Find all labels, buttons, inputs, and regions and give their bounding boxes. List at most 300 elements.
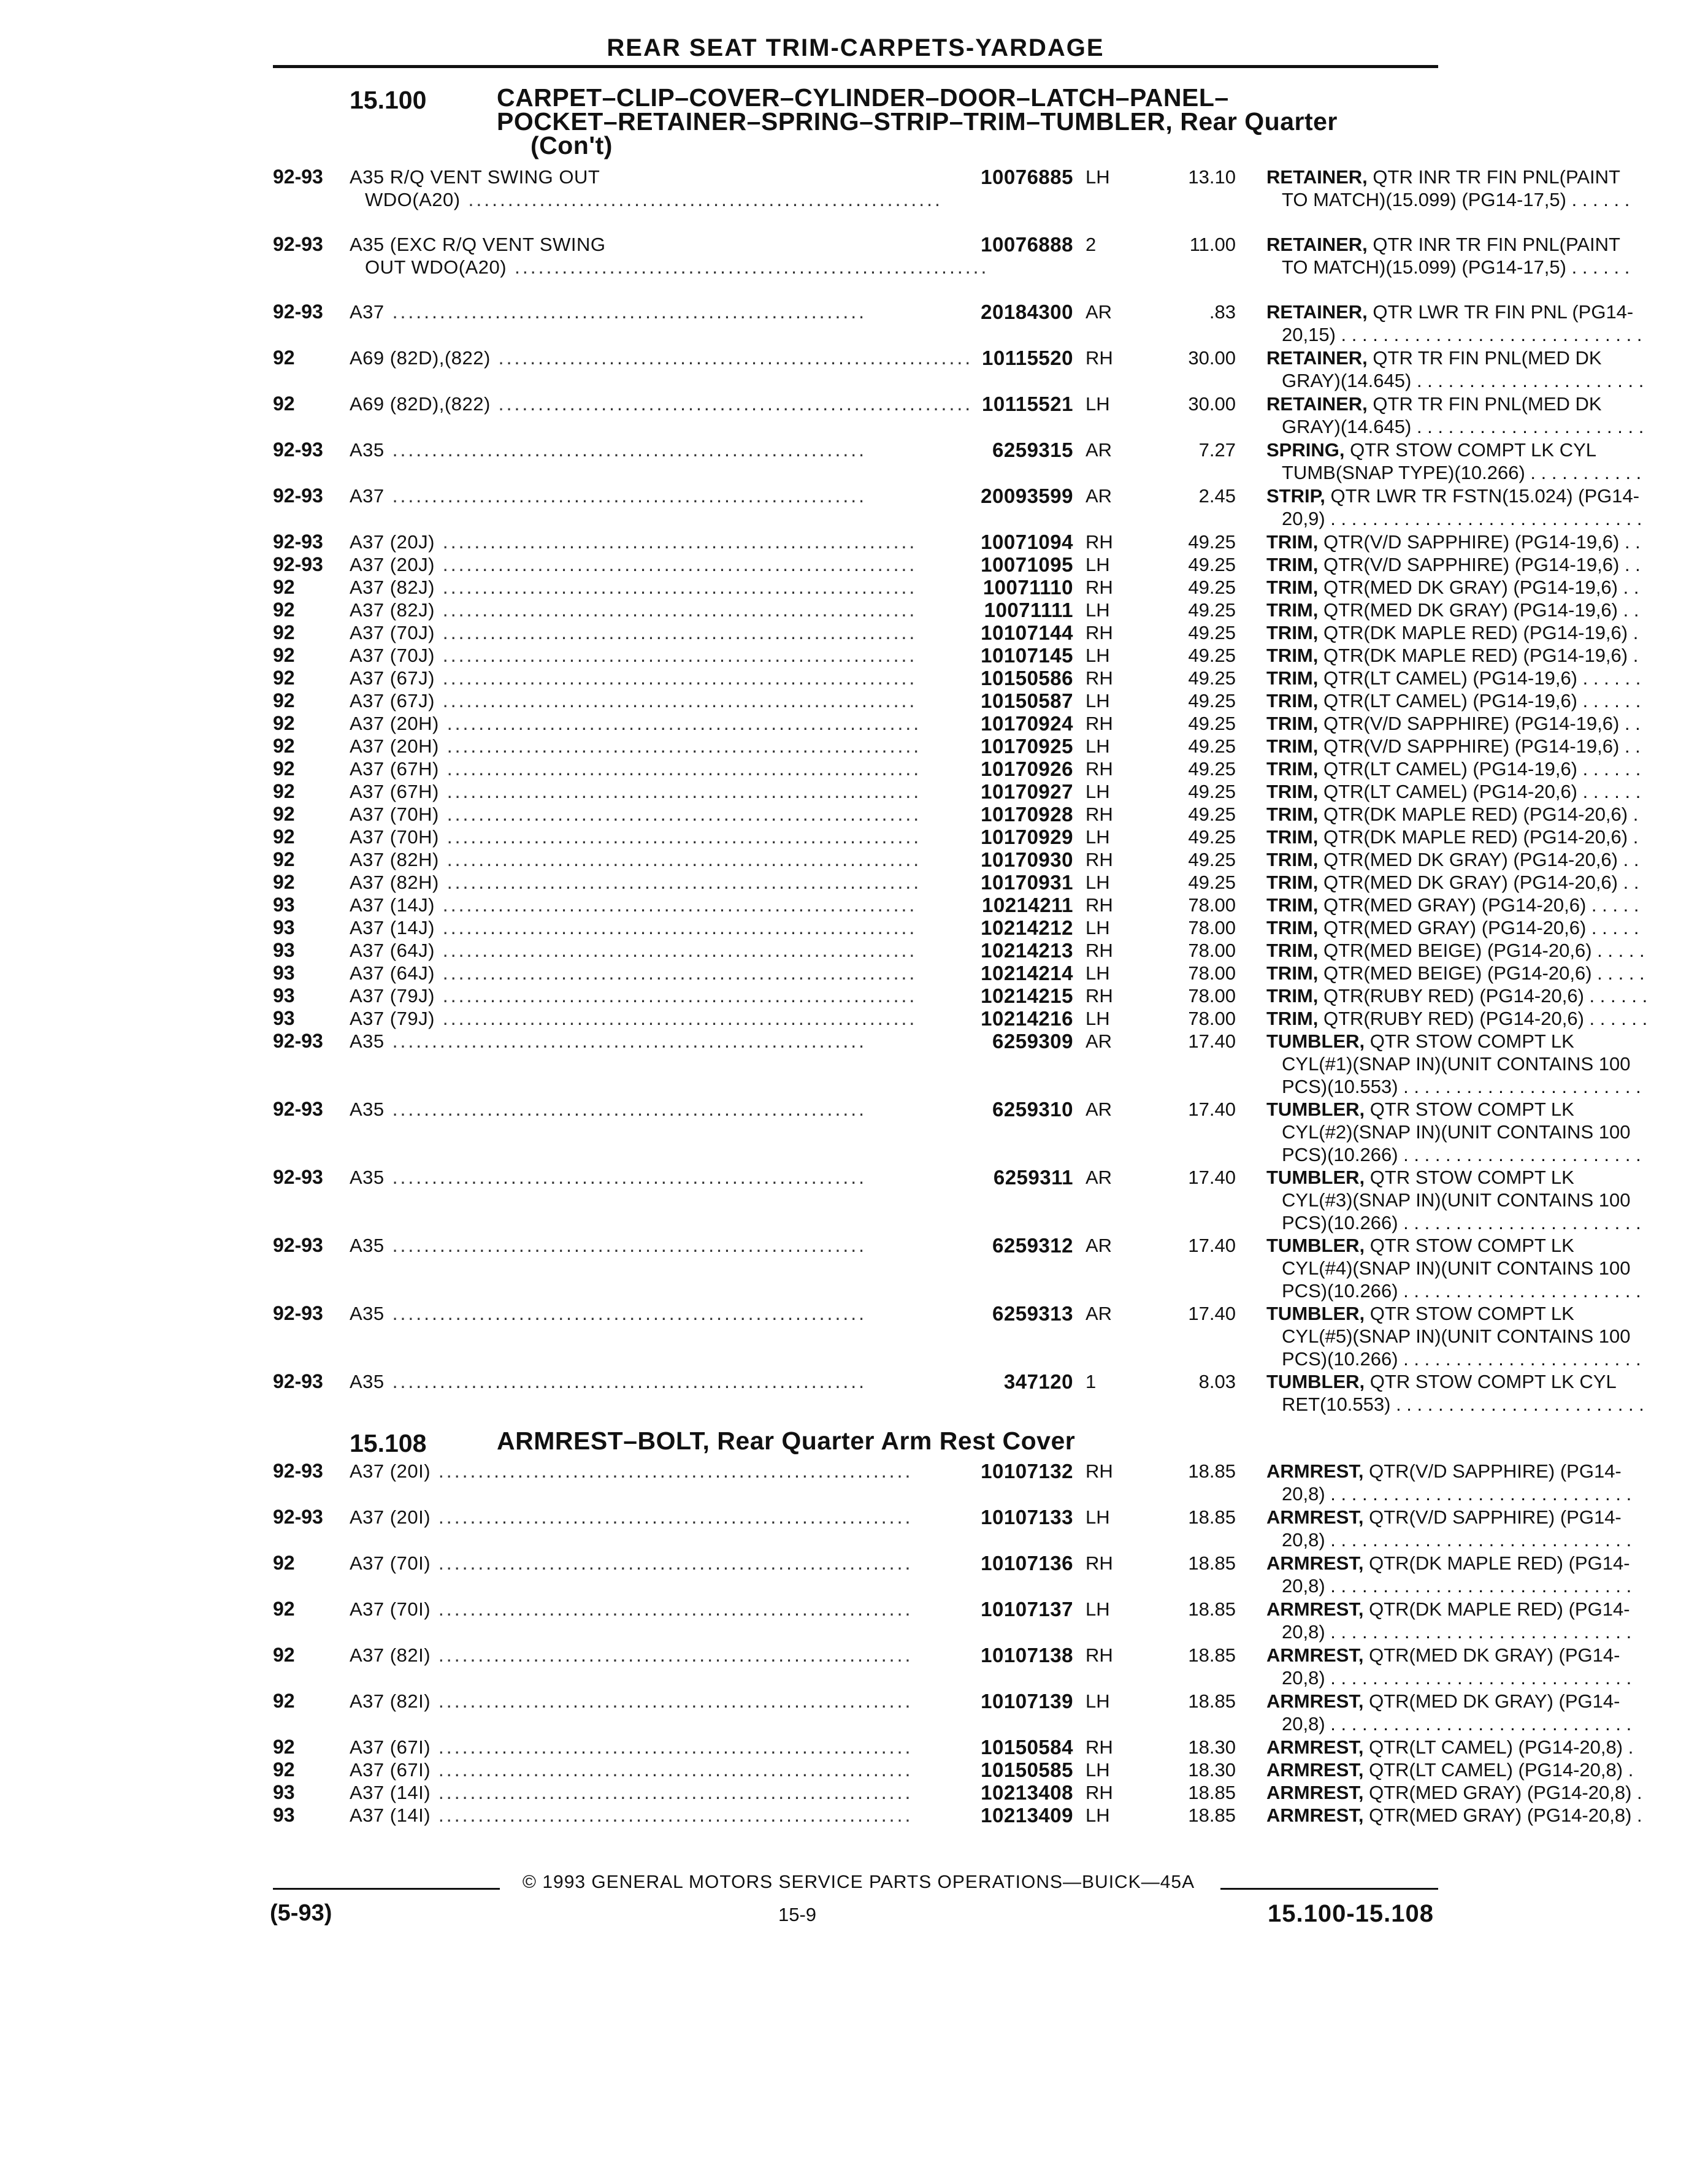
part-number: 347120	[1003, 1370, 1073, 1393]
leader-dots: ............................................................	[431, 1552, 913, 1574]
leader-dots: ............................................................	[434, 531, 917, 553]
price: 49.25	[1188, 622, 1236, 643]
description	[1266, 1302, 1708, 1370]
model-text: A37 (20I)	[350, 1460, 431, 1482]
table-row	[273, 166, 1630, 210]
description-line	[1266, 1528, 1708, 1551]
leader-dots: ............................................................	[438, 735, 922, 757]
part-name: TRIM,	[1266, 894, 1319, 916]
description	[1266, 1804, 1708, 1827]
description-text: QTR(LT CAMEL) (PG14-20,6) . . . . . .	[1323, 781, 1641, 802]
table-row	[273, 531, 1641, 553]
table-row	[273, 803, 1639, 826]
model-year: 92-93	[273, 531, 323, 553]
model-year: 93	[273, 962, 295, 984]
leader-dots: ............................................................	[434, 916, 917, 938]
description	[1266, 621, 1708, 644]
part-number: 10107139	[981, 1690, 1073, 1712]
footer-rule-left	[273, 1888, 500, 1890]
description-text: QTR INR TR FIN PNL(PAINT	[1373, 166, 1620, 188]
part-name: TRIM,	[1266, 577, 1319, 598]
description	[1266, 1007, 1708, 1030]
description-line	[1266, 1644, 1708, 1666]
description	[1266, 644, 1708, 667]
footer-rule-right	[1220, 1888, 1438, 1890]
part-number: 10107136	[981, 1552, 1073, 1574]
part-number: 10170930	[981, 848, 1073, 871]
part-number: 10214213	[981, 939, 1073, 962]
description-text: QTR(MED DK GRAY) (PG14-	[1369, 1644, 1620, 1666]
description-text: QTR(MED DK GRAY) (PG14-19,6) . .	[1323, 577, 1639, 598]
leader-dots: ............................................................	[384, 1302, 867, 1324]
model-year: 92	[273, 826, 295, 848]
quantity: LH	[1086, 826, 1110, 848]
section-title-line: POCKET–RETAINER–SPRING–STRIP–TRIM–TUMBLER, Rear Quarter	[497, 107, 1338, 136]
table-row	[273, 1460, 1632, 1505]
model-year: 92	[273, 576, 295, 598]
quantity: RH	[1086, 803, 1113, 825]
table-row	[273, 1598, 1632, 1643]
model-text: A37 (67J)	[350, 690, 435, 711]
table-row	[273, 1166, 1641, 1233]
leader-dots: ............................................................	[434, 894, 917, 916]
quantity: LH	[1086, 599, 1110, 621]
part-number: 20093599	[981, 485, 1073, 507]
model-year: 92-93	[273, 1506, 323, 1528]
model-text: A37 (67H)	[350, 758, 439, 780]
description-line	[1266, 1211, 1708, 1234]
price: 18.85	[1188, 1506, 1236, 1528]
description	[1266, 1234, 1708, 1302]
description-line	[1266, 301, 1708, 323]
price: 49.25	[1188, 803, 1236, 825]
part-number: 6259312	[992, 1234, 1073, 1257]
part-name: RETAINER,	[1266, 301, 1368, 323]
description-text: QTR LWR TR FIN PNL (PG14-	[1373, 301, 1634, 323]
description-text: QTR STOW COMPT LK	[1369, 1167, 1574, 1188]
price: 49.25	[1188, 781, 1236, 802]
quantity: RH	[1086, 1552, 1113, 1574]
model-year: 92	[273, 644, 295, 666]
part-number: 10214211	[981, 894, 1073, 916]
model-text: A37 (70J)	[350, 622, 435, 643]
description-text: QTR(LT CAMEL) (PG14-19,6) . . . . . .	[1323, 667, 1641, 689]
leader-dots: ............................................................	[434, 644, 917, 666]
footer-page-number: 15-9	[778, 1904, 817, 1925]
price: 78.00	[1188, 894, 1236, 916]
model-text: OUT WDO(A20)	[365, 256, 507, 278]
model-year: 92-93	[273, 553, 323, 575]
description-line	[1266, 916, 1708, 939]
description-line	[1266, 1482, 1708, 1505]
model-year: 92	[273, 871, 295, 893]
part-name: TRIM,	[1266, 667, 1319, 689]
part-name: TRIM,	[1266, 735, 1319, 757]
part-name: TRIM,	[1266, 803, 1319, 825]
price: 49.25	[1188, 531, 1236, 553]
model-text: A35 (EXC R/Q VENT SWING	[350, 234, 606, 255]
table-row	[273, 1690, 1632, 1735]
description-text: QTR(MED BEIGE) (PG14-20,6) . . . . .	[1323, 962, 1645, 984]
description-line	[1266, 369, 1708, 392]
model-text: A35 R/Q VENT SWING OUT	[350, 166, 600, 188]
description-line	[1266, 1370, 1708, 1393]
quantity: RH	[1086, 985, 1113, 1007]
model-text: A35	[350, 439, 385, 461]
price: 18.85	[1188, 1598, 1236, 1620]
quantity: RH	[1086, 347, 1113, 369]
model-year: 92-93	[273, 1030, 323, 1052]
description	[1266, 1644, 1708, 1689]
description	[1266, 1690, 1708, 1735]
description-line	[1266, 188, 1708, 211]
part-name: STRIP,	[1266, 485, 1325, 507]
model-year: 92	[273, 689, 295, 711]
description	[1266, 735, 1708, 757]
model-text: A37 (20J)	[350, 554, 435, 575]
model-year: 93	[273, 984, 295, 1007]
leader-dots: ............................................................	[384, 301, 867, 323]
part-name: TUMBLER,	[1266, 1235, 1365, 1256]
quantity: RH	[1086, 713, 1113, 734]
description-line	[1266, 347, 1708, 369]
table-row	[273, 1007, 1648, 1030]
part-name: TRIM,	[1266, 985, 1319, 1007]
description-line	[1266, 1234, 1708, 1257]
description-line	[1266, 1690, 1708, 1712]
description	[1266, 553, 1708, 576]
description-line	[1266, 576, 1708, 599]
description	[1266, 233, 1708, 278]
description-text: 20,8) . . . . . . . . . . . . . . . . . . . . . . . . . . . . .	[1282, 1575, 1632, 1597]
leader-dots: ............................................................	[490, 393, 973, 415]
price: 17.40	[1188, 1030, 1236, 1052]
description-text: PCS)(10.266) . . . . . . . . . . . . . . . . . . . . . . .	[1282, 1280, 1641, 1302]
description-text: GRAY)(14.645) . . . . . . . . . . . . . . . . . . . . . .	[1282, 416, 1644, 437]
description-line	[1266, 1552, 1708, 1574]
section-title	[497, 83, 1453, 159]
description-text: PCS)(10.553) . . . . . . . . . . . . . . . . . . . . . . .	[1282, 1076, 1641, 1097]
table-row	[273, 347, 1644, 391]
quantity: AR	[1086, 301, 1112, 323]
table-row	[273, 1781, 1642, 1804]
description	[1266, 962, 1708, 984]
price: 30.00	[1188, 393, 1236, 415]
part-number: 10150587	[981, 689, 1073, 712]
leader-dots: ............................................................	[384, 1166, 867, 1188]
part-number: 10150585	[981, 1758, 1073, 1781]
description-line	[1266, 166, 1708, 188]
model-year: 92	[273, 1644, 295, 1666]
description-text: QTR(DK MAPLE RED) (PG14-19,6) .	[1323, 645, 1639, 666]
model-text: A37 (70H)	[350, 826, 439, 848]
leader-dots: ............................................................	[384, 485, 867, 507]
model-year: 93	[273, 1781, 295, 1803]
description-line	[1266, 439, 1708, 461]
model-year: 92-93	[273, 1302, 323, 1324]
description	[1266, 667, 1708, 689]
leader-dots: ............................................................	[384, 1234, 867, 1256]
leader-dots: ............................................................	[490, 347, 973, 369]
leader-dots: ............................................................	[438, 803, 922, 825]
quantity: RH	[1086, 758, 1113, 780]
description-text: QTR(MED DK GRAY) (PG14-20,6) . .	[1323, 849, 1639, 870]
price: 8.03	[1198, 1371, 1236, 1392]
description-line	[1266, 1574, 1708, 1597]
description-line	[1266, 531, 1708, 553]
model-year: 92	[273, 667, 295, 689]
description	[1266, 1758, 1708, 1781]
table-row	[273, 301, 1642, 345]
table-row	[273, 576, 1639, 599]
description-line	[1266, 962, 1708, 984]
quantity: RH	[1086, 1736, 1113, 1758]
description-line	[1266, 323, 1708, 346]
part-name: ARMREST,	[1266, 1460, 1364, 1482]
description-line	[1266, 1325, 1708, 1348]
table-row	[273, 1098, 1641, 1165]
description-line	[1266, 1460, 1708, 1482]
model-text: WDO(A20)	[365, 189, 461, 210]
description-text: QTR(MED GRAY) (PG14-20,6) . . . . .	[1323, 894, 1639, 916]
price: 17.40	[1188, 1303, 1236, 1324]
description-text: PCS)(10.266) . . . . . . . . . . . . . . . . . . . . . . .	[1282, 1144, 1641, 1165]
description	[1266, 689, 1708, 712]
description	[1266, 576, 1708, 599]
model-year: 92-93	[273, 1460, 323, 1482]
quantity: LH	[1086, 1008, 1110, 1029]
part-name: RETAINER,	[1266, 347, 1368, 369]
description-line	[1266, 507, 1708, 530]
description	[1266, 1598, 1708, 1643]
description-text: QTR(DK MAPLE RED) (PG14-	[1369, 1552, 1630, 1574]
description-text: QTR INR TR FIN PNL(PAINT	[1373, 234, 1620, 255]
description-text: QTR(LT CAMEL) (PG14-20,8) .	[1369, 1759, 1634, 1781]
part-name: TUMBLER,	[1266, 1167, 1365, 1188]
table-row	[273, 1370, 1644, 1415]
part-number: 10115521	[981, 393, 1073, 415]
part-name: TRIM,	[1266, 599, 1319, 621]
table-row	[273, 735, 1641, 757]
description-line	[1266, 621, 1708, 644]
part-name: TUMBLER,	[1266, 1030, 1365, 1052]
description-text: TO MATCH)(15.099) (PG14-17,5) . . . . . .	[1282, 189, 1630, 210]
description-text: QTR STOW COMPT LK	[1369, 1030, 1574, 1052]
model-year: 93	[273, 1804, 295, 1826]
description-text: QTR(V/D SAPPHIRE) (PG14-19,6) . .	[1323, 554, 1641, 575]
description-line	[1266, 1758, 1708, 1781]
description-text: QTR(LT CAMEL) (PG14-20,8) .	[1369, 1736, 1634, 1758]
description-text: 20,15) . . . . . . . . . . . . . . . . . . . . . . . . . . . . .	[1282, 324, 1642, 345]
part-number: 10071094	[981, 531, 1073, 553]
price: 78.00	[1188, 917, 1236, 938]
description-line	[1266, 1121, 1708, 1143]
price: 49.25	[1188, 645, 1236, 666]
model-year: 92-93	[273, 1098, 323, 1120]
part-name: TRIM,	[1266, 781, 1319, 802]
quantity: LH	[1086, 1598, 1110, 1620]
model-year: 92-93	[273, 485, 323, 507]
description-text: 20,8) . . . . . . . . . . . . . . . . . . . . . . . . . . . . .	[1282, 1667, 1632, 1689]
leader-dots: ............................................................	[434, 599, 917, 621]
part-number: 10150586	[981, 667, 1073, 689]
part-name: RETAINER,	[1266, 234, 1368, 255]
price: 78.00	[1188, 1008, 1236, 1029]
description-line	[1266, 803, 1708, 826]
part-name: TRIM,	[1266, 554, 1319, 575]
table-row	[273, 233, 1630, 278]
quantity: LH	[1086, 1690, 1110, 1712]
quantity: RH	[1086, 622, 1113, 643]
description	[1266, 1781, 1708, 1804]
description-line	[1266, 256, 1708, 278]
leader-dots: ............................................................	[434, 689, 917, 711]
description	[1266, 939, 1708, 962]
model-year: 92	[273, 712, 295, 734]
description-text: QTR(DK MAPLE RED) (PG14-20,6) .	[1323, 803, 1639, 825]
model-year: 92	[273, 803, 295, 825]
leader-dots: ............................................................	[384, 1098, 867, 1120]
part-number: 20184300	[981, 301, 1073, 323]
quantity: LH	[1086, 690, 1110, 711]
part-number: 10107137	[981, 1598, 1073, 1620]
description-text: QTR STOW COMPT LK	[1369, 1235, 1574, 1256]
model-text: A37 (82I)	[350, 1644, 431, 1666]
part-number: 10071111	[984, 599, 1073, 621]
price: 18.85	[1188, 1644, 1236, 1666]
price: 49.25	[1188, 849, 1236, 870]
description-text: QTR(MED DK GRAY) (PG14-20,6) . .	[1323, 872, 1639, 893]
description-line	[1266, 1804, 1708, 1827]
model-text: A37 (67I)	[350, 1736, 431, 1758]
price: 7.27	[1198, 439, 1236, 461]
model-text: A37 (67I)	[350, 1759, 431, 1781]
part-number: 10213408	[981, 1781, 1073, 1804]
table-row	[273, 757, 1641, 780]
price: 49.25	[1188, 735, 1236, 757]
price: 18.85	[1188, 1690, 1236, 1712]
price: 17.40	[1188, 1099, 1236, 1120]
section-number: 15.108	[350, 1429, 427, 1457]
description	[1266, 848, 1708, 871]
description-line	[1266, 1506, 1708, 1528]
price: 49.25	[1188, 577, 1236, 598]
model-text: A35	[350, 1303, 385, 1324]
table-row	[273, 599, 1639, 621]
part-name: ARMREST,	[1266, 1782, 1364, 1803]
description-line	[1266, 1598, 1708, 1620]
leader-dots: ............................................................	[434, 667, 917, 689]
part-number: 6259311	[993, 1166, 1073, 1189]
leader-dots: ............................................................	[460, 188, 943, 210]
description	[1266, 1736, 1708, 1758]
leader-dots: ............................................................	[434, 939, 917, 961]
description-line	[1266, 1302, 1708, 1325]
model-text: A37 (67H)	[350, 781, 439, 802]
description-line	[1266, 1257, 1708, 1279]
quantity: LH	[1086, 917, 1110, 938]
model-year: 92	[273, 1598, 295, 1620]
model-text: A37 (70I)	[350, 1598, 431, 1620]
leader-dots: ............................................................	[438, 712, 922, 734]
price: 49.25	[1188, 554, 1236, 575]
quantity: RH	[1086, 894, 1113, 916]
description-line	[1266, 848, 1708, 871]
table-row	[273, 871, 1639, 894]
model-year: 92-93	[273, 301, 323, 323]
price: 11.00	[1189, 234, 1236, 255]
description-text: QTR(V/D SAPPHIRE) (PG14-19,6) . .	[1323, 735, 1641, 757]
leader-dots: ............................................................	[431, 1804, 913, 1826]
leader-dots: ............................................................	[438, 826, 922, 848]
description-text: QTR(V/D SAPPHIRE) (PG14-	[1369, 1460, 1622, 1482]
description	[1266, 916, 1708, 939]
part-number: 10213409	[981, 1804, 1073, 1827]
description-text: QTR STOW COMPT LK CYL	[1369, 1371, 1617, 1392]
description-text: QTR STOW COMPT LK CYL	[1350, 439, 1597, 461]
quantity: RH	[1086, 531, 1113, 553]
table-row	[273, 621, 1639, 644]
part-name: TRIM,	[1266, 917, 1319, 938]
description-text: CYL(#1)(SNAP IN)(UNIT CONTAINS 100	[1282, 1053, 1631, 1075]
description-line	[1266, 780, 1708, 803]
part-name: TRIM,	[1266, 940, 1319, 961]
part-number: 6259313	[992, 1302, 1073, 1325]
part-name: SPRING,	[1266, 439, 1345, 461]
leader-dots: ............................................................	[384, 1370, 867, 1392]
table-row	[273, 962, 1645, 984]
quantity: AR	[1086, 1030, 1112, 1052]
part-name: TRIM,	[1266, 826, 1319, 848]
model-year: 92	[273, 757, 295, 780]
table-row	[273, 667, 1641, 689]
part-name: TRIM,	[1266, 645, 1319, 666]
part-number: 6259309	[992, 1030, 1073, 1053]
description-line	[1266, 1166, 1708, 1189]
description-line	[1266, 712, 1708, 735]
price: 49.25	[1188, 758, 1236, 780]
leader-dots: ............................................................	[438, 848, 922, 870]
price: 49.25	[1188, 872, 1236, 893]
part-number: 10170928	[981, 803, 1073, 826]
description-text: QTR(MED DK GRAY) (PG14-	[1369, 1690, 1620, 1712]
description-text: PCS)(10.266) . . . . . . . . . . . . . . . . . . . . . . .	[1282, 1212, 1641, 1233]
quantity: RH	[1086, 577, 1113, 598]
description-text: 20,8) . . . . . . . . . . . . . . . . . . . . . . . . . . . . .	[1282, 1483, 1632, 1505]
description-text: QTR(RUBY RED) (PG14-20,6) . . . . . .	[1323, 985, 1648, 1007]
description-line	[1266, 461, 1708, 484]
leader-dots: ............................................................	[434, 576, 917, 598]
description	[1266, 1098, 1708, 1166]
quantity: RH	[1086, 667, 1113, 689]
description-text: CYL(#5)(SNAP IN)(UNIT CONTAINS 100	[1282, 1325, 1631, 1347]
part-number: 10214216	[981, 1007, 1073, 1030]
leader-dots: ............................................................	[507, 256, 989, 278]
quantity: LH	[1086, 645, 1110, 666]
table-row	[273, 1644, 1632, 1689]
description-text: QTR(MED BEIGE) (PG14-20,6) . . . . .	[1323, 940, 1645, 961]
quantity: AR	[1086, 1303, 1112, 1324]
description-line	[1266, 667, 1708, 689]
model-year: 92	[273, 347, 295, 369]
part-name: TRIM,	[1266, 690, 1319, 711]
leader-dots: ............................................................	[431, 1460, 913, 1482]
table-row	[273, 712, 1641, 735]
quantity: LH	[1086, 781, 1110, 802]
model-year: 93	[273, 1007, 295, 1029]
model-year: 92	[273, 393, 295, 415]
model-text: A37 (79J)	[350, 985, 435, 1007]
